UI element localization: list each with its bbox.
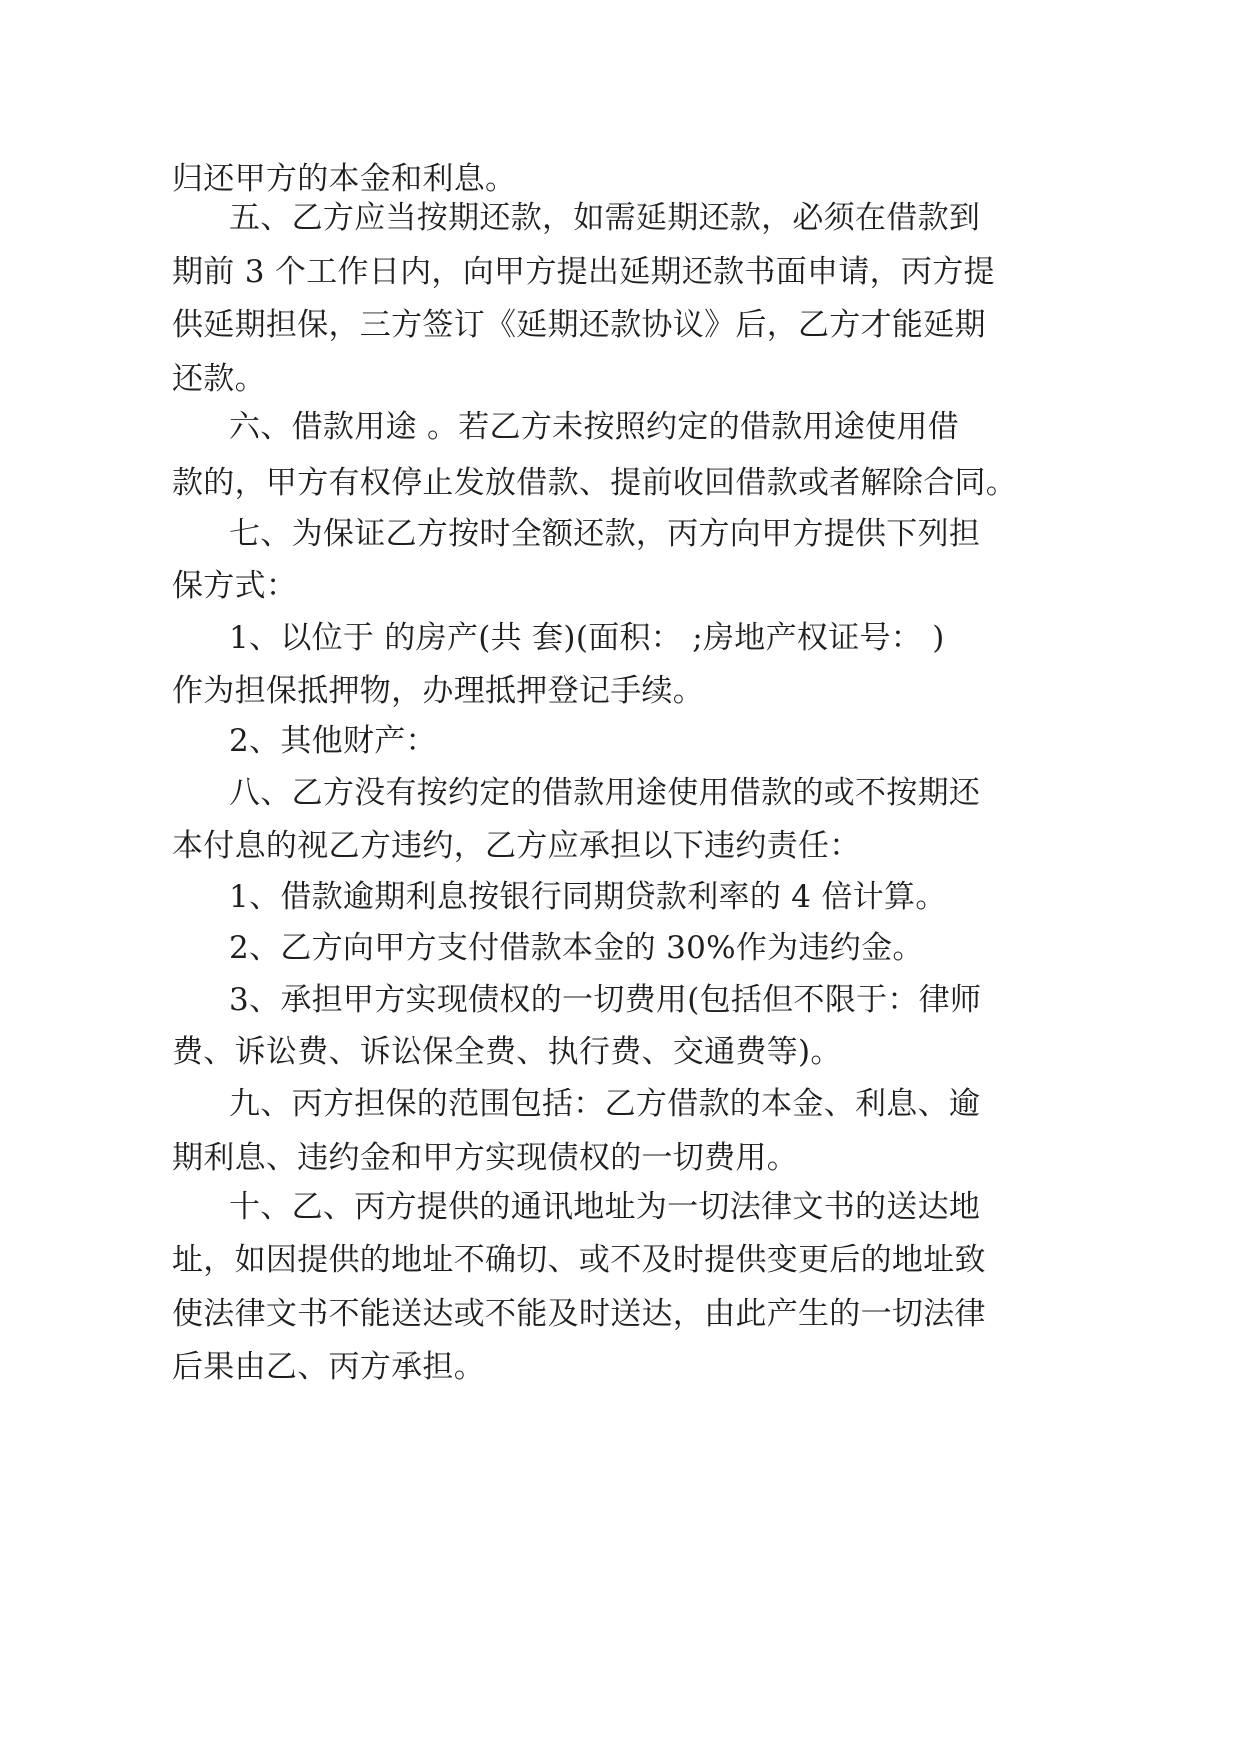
text-line: 五、乙方应当按期还款，如需延期还款，必须在借款到	[229, 200, 981, 236]
text-line: 本付息的视乙方违约，乙方应承担以下违约责任：	[172, 828, 861, 864]
text-line: 使法律文书不能送达或不能及时送达，由此产生的一切法律	[172, 1296, 986, 1332]
text-line: 归还甲方的本金和利息。	[172, 161, 517, 197]
text-line: 作为担保抵押物，办理抵押登记手续。	[172, 673, 705, 709]
text-line: 1、借款逾期利息按银行同期贷款利率的 4 倍计算。	[229, 879, 947, 915]
text-line: 七、为保证乙方按时全额还款，丙方向甲方提供下列担	[229, 516, 981, 552]
text-line: 3、承担甲方实现债权的一切费用(包括但不限于：律师	[229, 982, 982, 1018]
text-line: 还款。	[172, 361, 266, 397]
text-line: 六、借款用途 。若乙方未按照约定的借款用途使用借	[229, 409, 960, 445]
text-line: 款的，甲方有权停止发放借款、提前收回借款或者解除合同。	[172, 465, 1018, 501]
text-line: 期利息、违约金和甲方实现债权的一切费用。	[172, 1140, 798, 1176]
text-line: 十、乙、丙方提供的通讯地址为一切法律文书的送达地	[229, 1189, 981, 1225]
text-line: 八、乙方没有按约定的借款用途使用借款的或不按期还	[229, 775, 981, 811]
text-line: 1、以位于 的房产(共 套)(面积： ;房地产权证号： )	[229, 620, 945, 656]
text-line: 2、其他财产：	[229, 723, 437, 759]
text-line: 后果由乙、丙方承担。	[172, 1349, 485, 1385]
text-line: 2、乙方向甲方支付借款本金的 30%作为违约金。	[229, 930, 924, 966]
text-line: 费、诉讼费、诉讼保全费、执行费、交通费等)。	[172, 1034, 842, 1070]
text-line: 址，如因提供的地址不确切、或不及时提供变更后的地址致	[172, 1242, 986, 1278]
text-line: 保方式：	[172, 568, 298, 604]
text-line: 九、丙方担保的范围包括：乙方借款的本金、利息、逾	[229, 1086, 981, 1122]
text-line: 期前 3 个工作日内，向甲方提出延期还款书面申请，丙方提	[172, 254, 995, 290]
text-line: 供延期担保，三方签订《延期还款协议》后，乙方才能延期	[172, 307, 986, 343]
